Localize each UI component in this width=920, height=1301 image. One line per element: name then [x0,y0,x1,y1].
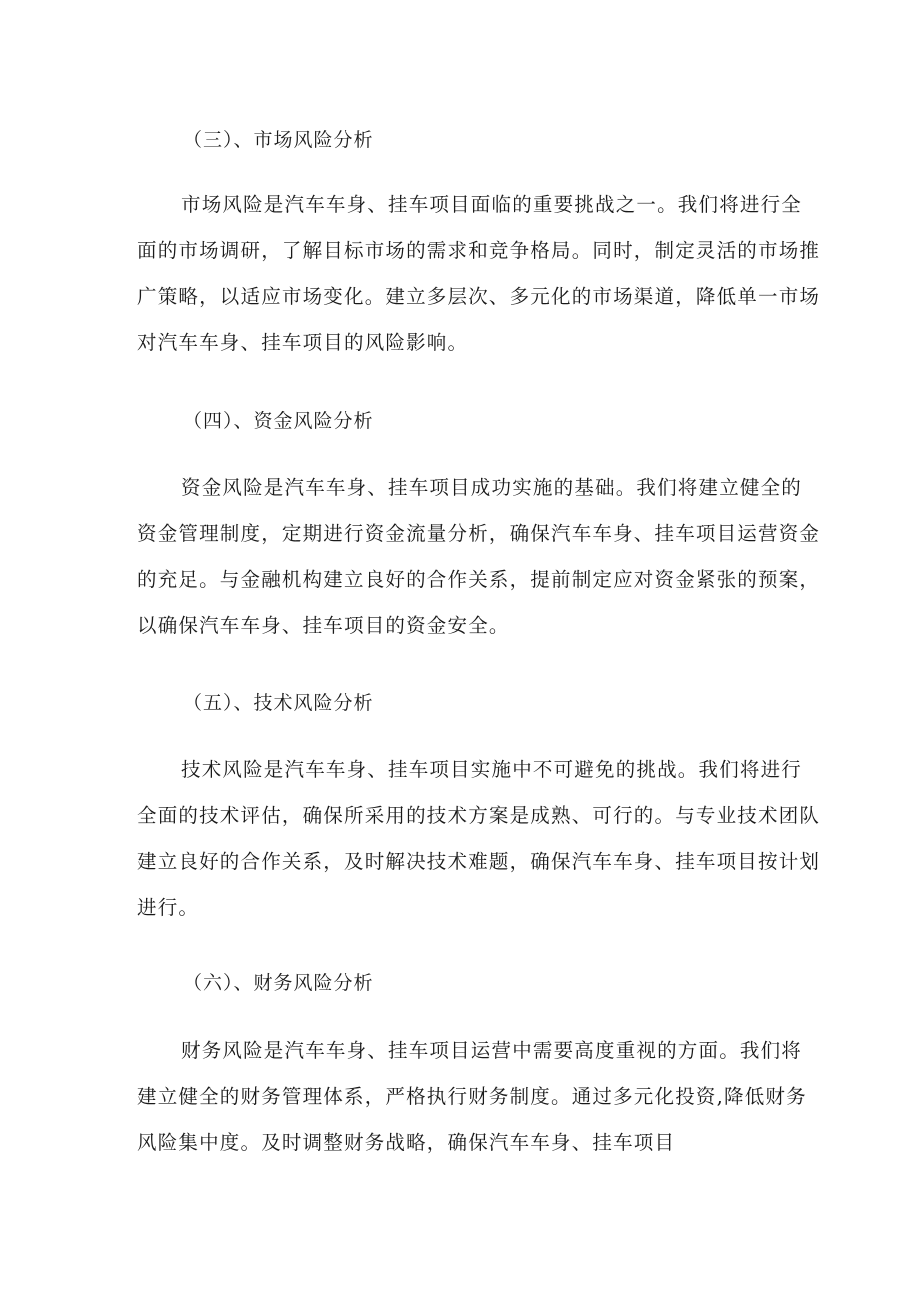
section-heading-funding-risk: （四）、资金风险分析 [183,410,374,432]
paragraph-line: 资金风险是汽车车身、挂车项目成功实施的基础。我们将建立健全的 [181,476,803,499]
paragraph-line: 建立健全的财务管理体系，严格执行财务制度。通过多元化投资,降低财务 [137,1085,807,1108]
paragraph-line: 进行。 [137,896,200,919]
paragraph-line: 技术风险是汽车车身、挂车项目实施中不可避免的挑战。我们将进行 [181,758,803,781]
paragraph-line: 建立良好的合作关系，及时解决技术难题，确保汽车车身、挂车项目按计划 [137,850,821,873]
paragraph-line: 的充足。与金融机构建立良好的合作关系，提前制定应对资金紧张的预案， [137,568,821,591]
section-heading-market-risk: （三）、市场风险分析 [183,129,374,151]
section-heading-financial-risk: （六）、财务风险分析 [183,972,374,994]
paragraph-line: 对汽车车身、挂车项目的风险影响。 [137,331,469,354]
paragraph-market-risk [137,182,821,366]
paragraph-line: 全面的技术评估，确保所采用的技术方案是成熟、可行的。与专业技术团队 [137,804,821,827]
paragraph-line: 广策略，以适应市场变化。建立多层次、多元化的市场渠道，降低单一市场 [137,285,821,308]
paragraph-line: 风险集中度。及时调整财务战略，确保汽车车身、挂车项目 [137,1131,676,1154]
section-heading-technical-risk: （五）、技术风险分析 [183,692,374,714]
paragraph-financial-risk [137,1028,807,1166]
paragraph-line: 面的市场调研，了解目标市场的需求和竞争格局。同时，制定灵活的市场推 [137,239,821,262]
paragraph-funding-risk [137,465,821,649]
paragraph-line: 市场风险是汽车车身、挂车项目面临的重要挑战之一。我们将进行全 [181,193,803,216]
paragraph-technical-risk [137,747,821,931]
paragraph-line: 以确保汽车车身、挂车项目的资金安全。 [137,614,510,637]
paragraph-line: 资金管理制度，定期进行资金流量分析，确保汽车车身、挂车项目运营资金 [137,522,821,545]
paragraph-line: 财务风险是汽车车身、挂车项目运营中需要高度重视的方面。我们将 [181,1039,803,1062]
